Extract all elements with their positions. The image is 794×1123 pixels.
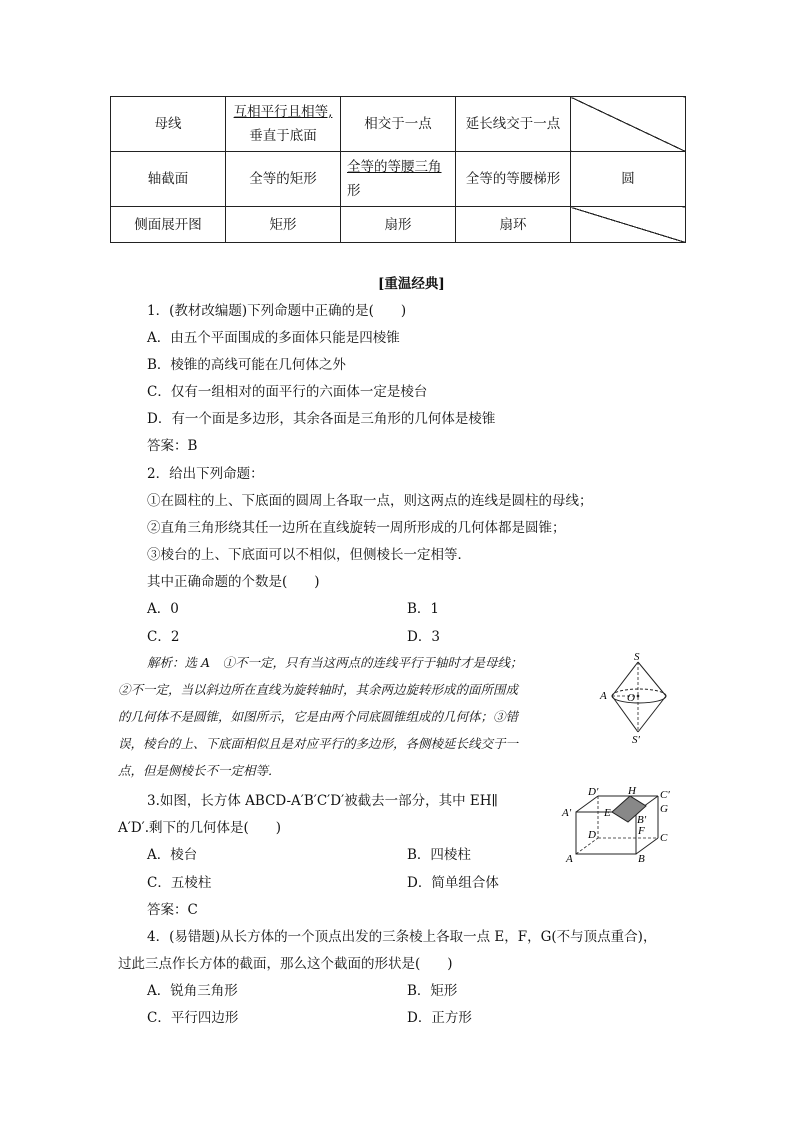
q1-option-a: A．由五个平面围成的多面体只能是四棱锥: [147, 330, 400, 346]
q2-solution-line-2: ②不一定，当以斜边所在直线为旋转轴时，其余两边旋转形成的面所围成: [118, 682, 519, 697]
label-d: D: [588, 829, 596, 841]
q2-option-a: A．0: [147, 601, 179, 617]
cell: [341, 152, 456, 207]
q2-option-d: D．3: [407, 629, 440, 645]
cell-line: 全等的等腰三角: [347, 159, 442, 175]
cone-edge: [638, 662, 666, 696]
solids-table: [110, 96, 686, 243]
q3-option-a: A．棱台: [147, 847, 198, 863]
cell-line: 互相平行且相等,: [233, 104, 333, 120]
label-c: C: [660, 832, 668, 844]
cell: 扇环: [456, 207, 571, 243]
q1-answer: 答案：B: [147, 438, 198, 454]
q2-option-c: C．2: [147, 629, 180, 645]
section-title: [重温经典]: [378, 276, 445, 292]
q4-option-a: A．锐角三角形: [147, 983, 238, 999]
double-cone-figure: [596, 652, 686, 744]
q2-stem: 2．给出下列命题：: [147, 466, 264, 482]
q2-solution-line-1: 解析：选 A ①不一定，只有当这两点的连线平行于轴时才是母线；: [147, 655, 523, 670]
label-a: A: [566, 853, 573, 865]
q2-proposition-3: ③棱台的上、下底面可以不相似，但侧棱长一定相等．: [147, 547, 471, 563]
q1-option-d: D．有一个面是多边形，其余各面是三角形的几何体是棱锥: [147, 411, 496, 427]
label-e: E: [604, 807, 611, 819]
cell: 全等的等腰梯形: [456, 152, 571, 207]
q1-option-c: C．仅有一组相对的面平行的六面体一定是棱台: [147, 384, 428, 400]
base-ellipse-front: [612, 696, 666, 703]
cell: 相交于一点: [341, 97, 456, 152]
label-o: O: [627, 692, 635, 704]
q4-option-b: B．矩形: [407, 983, 458, 999]
q4-option-c: C．平行四边形: [147, 1010, 239, 1026]
label-s-prime: S′: [632, 734, 640, 744]
q3-stem-line-1: 3.如图，长方体 ABCD-A′B′C′D′被截去一部分，其中 EH∥: [147, 793, 498, 809]
q3-stem-line-2: A′D′.剩下的几何体是( ): [118, 820, 282, 836]
q2-solution-line-3: 的几何体不是圆锥，如图所示，它是由两个同底圆锥组成的几何体；③错: [118, 709, 519, 724]
label-b: B: [638, 853, 645, 865]
q2-solution-line-5: 点，但是侧棱长不一定相等．: [118, 763, 281, 778]
q3-option-d: D．简单组合体: [407, 875, 499, 891]
cell-row-label: 母线: [111, 97, 226, 152]
q4-option-d: D．正方形: [407, 1010, 472, 1026]
q2-ask: 其中正确命题的个数是( ): [147, 574, 320, 590]
q4-stem-line-2: 过此三点作长方体的截面，那么这个截面的形状是( ): [118, 956, 453, 972]
label-a1: A′: [562, 807, 572, 819]
cell: 全等的矩形: [226, 152, 341, 207]
q2-proposition-2: ②直角三角形绕其任一边所在直线旋转一周所形成的几何体都是圆锥；: [147, 520, 566, 536]
edge-a1-d1: [576, 796, 598, 812]
q1-stem: 1．(教材改编题)下列命题中正确的是( ): [147, 303, 407, 319]
cell-line: 形: [347, 183, 361, 199]
cell-diagonal-empty: [571, 97, 686, 152]
cone-edge: [638, 696, 666, 732]
label-f: F: [638, 825, 645, 837]
base-ellipse-back: [612, 689, 666, 696]
q2-proposition-1: ①在圆柱的上、下底面的圆周上各取一点，则这两点的连线是圆柱的母线；: [147, 493, 593, 509]
cuboid-figure: [558, 786, 678, 866]
label-s: S: [634, 652, 640, 663]
cone-edge: [612, 662, 638, 696]
q2-option-b: B．1: [407, 601, 440, 617]
cell: 延长线交于一点: [456, 97, 571, 152]
cell-row-label: 轴截面: [111, 152, 226, 207]
cell: 扇形: [341, 207, 456, 243]
label-a: A: [600, 690, 607, 702]
q3-answer: 答案：C: [147, 902, 198, 918]
cell-line: 垂直于底面: [249, 128, 317, 144]
q3-option-b: B．四棱柱: [407, 847, 471, 863]
q1-option-b: B．棱锥的高线可能在几何体之外: [147, 357, 346, 373]
label-h: H: [628, 786, 636, 797]
cell-diagonal-empty: [571, 207, 686, 243]
cell: 圆: [571, 152, 686, 207]
cell: 矩形: [226, 207, 341, 243]
label-b1: B′: [637, 814, 647, 826]
label-g: G: [660, 803, 668, 815]
edge-b-c: [636, 838, 658, 854]
label-c1: C′: [660, 789, 670, 801]
q3-option-c: C．五棱柱: [147, 875, 212, 891]
center-point: [637, 695, 640, 698]
q4-stem-line-1: 4．(易错题)从长方体的一个顶点出发的三条棱上各取一点 E，F，G(不与顶点重合)，: [147, 929, 657, 945]
q2-solution-line-4: 误，棱台的上、下底面相似且是对应平行的多边形，各侧棱延长线交于一: [118, 736, 519, 751]
label-d1: D′: [588, 786, 599, 798]
cell-row-label: 侧面展开图: [111, 207, 226, 243]
cell: [226, 97, 341, 152]
